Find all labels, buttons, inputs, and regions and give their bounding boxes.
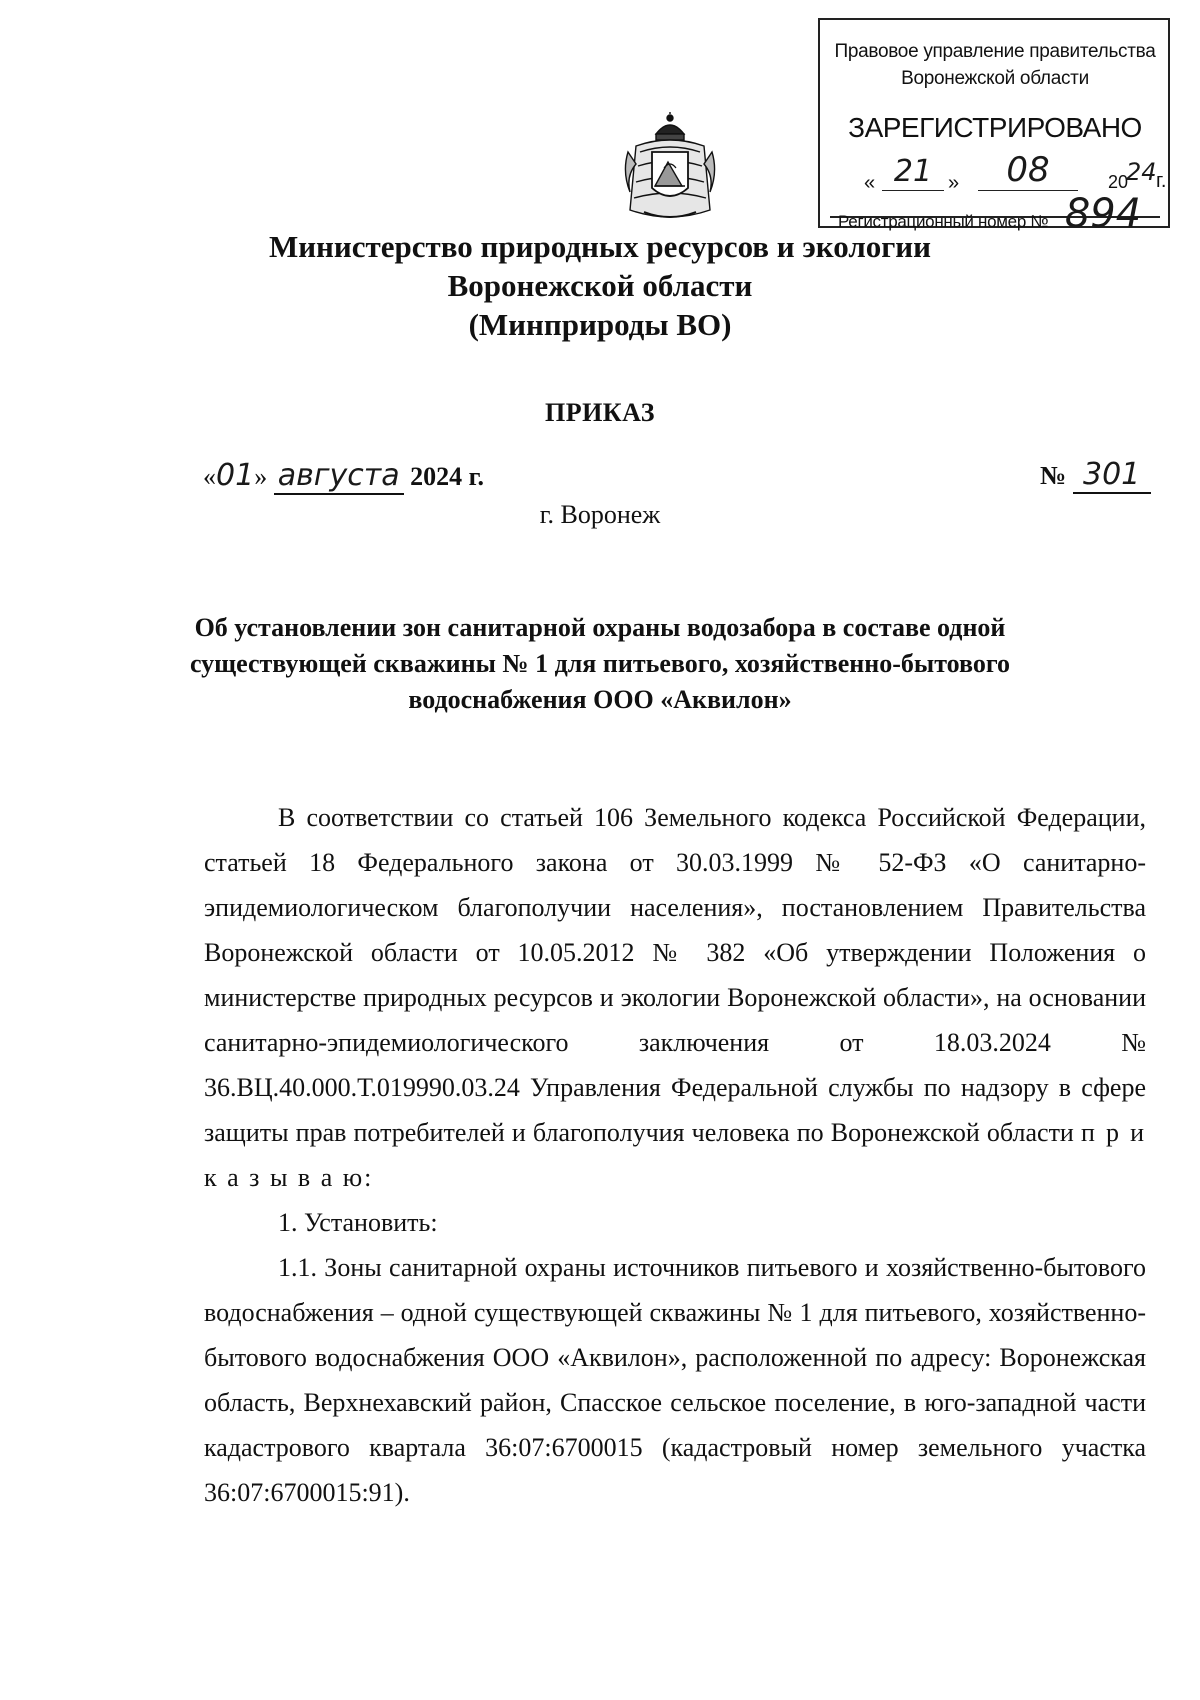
- order-number: [1040, 458, 1151, 494]
- preamble-text: В соответствии со статьей 106 Земельного кодекса Российской Федерации, статьей 18 Федерального закона от 30.03.1999 № 52-ФЗ «О санитарно-эпидемиологическом благополучии населения», постановлением Правительства Воронежской области от 10.05.2012 № 382 «Об утверждении Положения о министерстве природных ресурсов и экологии Воронежской области», на основании санитарно-эпидемиологического заключения от 18.03.2024 № 36.ВЦ.40.000.Т.019990.03.24 Управления Федеральной службы по надзору в сфере защиты прав потребителей и благополучия человека по Воронежской области: [204, 803, 1146, 1147]
- stamp-month: 08: [978, 150, 1078, 191]
- order-number-label: №: [1040, 461, 1073, 490]
- stamp-year-g: г.: [1156, 170, 1167, 192]
- date-quote-open: «: [203, 462, 216, 491]
- order-city: г. Воронеж: [539, 500, 661, 529]
- subject-line3: водоснабжения ООО «Аквилон»: [408, 685, 792, 714]
- date-day: 01: [216, 458, 255, 493]
- order-body: [204, 795, 1146, 1515]
- preamble-paragraph: [204, 795, 1146, 1200]
- ministry-name-line2: Воронежской области: [447, 268, 753, 303]
- date-month: августа: [274, 459, 404, 495]
- stamp-quote-open: «: [864, 172, 876, 194]
- registration-stamp: [818, 18, 1170, 237]
- date-year: 2024 г.: [403, 462, 484, 491]
- clause-1: 1. Установить:: [278, 1208, 438, 1237]
- document-title: ПРИКАЗ: [544, 398, 656, 427]
- stamp-office-line1: Правовое управление правительства: [834, 41, 1156, 62]
- subject-line1: Об установлении зон санитарной охраны водозабора в составе одной: [194, 613, 1006, 642]
- subject-line2: существующей скважины № 1 для питьевого, хозяйственно-бытового: [189, 649, 1011, 678]
- stamp-year-prefix: 20: [1108, 172, 1129, 192]
- date-quote-close: »: [254, 462, 268, 491]
- stamp-year-suffix: 24: [1126, 158, 1157, 186]
- stamp-frame: [830, 30, 1167, 237]
- stamp-office-line2: Воронежской области: [901, 68, 1089, 89]
- order-number-value: 301: [1073, 458, 1151, 494]
- clause-1-1: 1.1. Зоны санитарной охраны источников питьевого и хозяйственно-бытового водоснабжения – одной существующей скважины № 1 для питьевого, хозяйственно-бытового водоснабжения ООО «Аквилон», расположенной по адресу: Воронежская область, Верхнехавский район, Спасское сельское поселение, в юго-западной части кадастрового квартала 36:07:6700015 (кадастровый номер земельного участка 36:07:6700015:91).: [204, 1253, 1146, 1507]
- stamp-quote-close: »: [948, 172, 960, 194]
- ministry-name-line1: Министерство природных ресурсов и экологии: [268, 229, 932, 264]
- order-date: [203, 458, 484, 495]
- ministry-abbreviation: (Минприроды ВО): [468, 307, 732, 342]
- order-subject: [150, 610, 1050, 718]
- stamp-office: [830, 38, 1160, 92]
- stamp-reg-label: Регистрационный номер №: [838, 212, 1049, 231]
- order-verb: п р и к а з ы в а ю:: [204, 1118, 1147, 1192]
- stamp-reg-number: 894: [1064, 191, 1142, 237]
- stamp-day: 21: [882, 154, 944, 191]
- coat-of-arms-icon: [622, 112, 718, 226]
- stamp-registered-label: ЗАРЕГИСТРИРОВАНО: [848, 112, 1142, 143]
- stamp-date: [860, 150, 1167, 194]
